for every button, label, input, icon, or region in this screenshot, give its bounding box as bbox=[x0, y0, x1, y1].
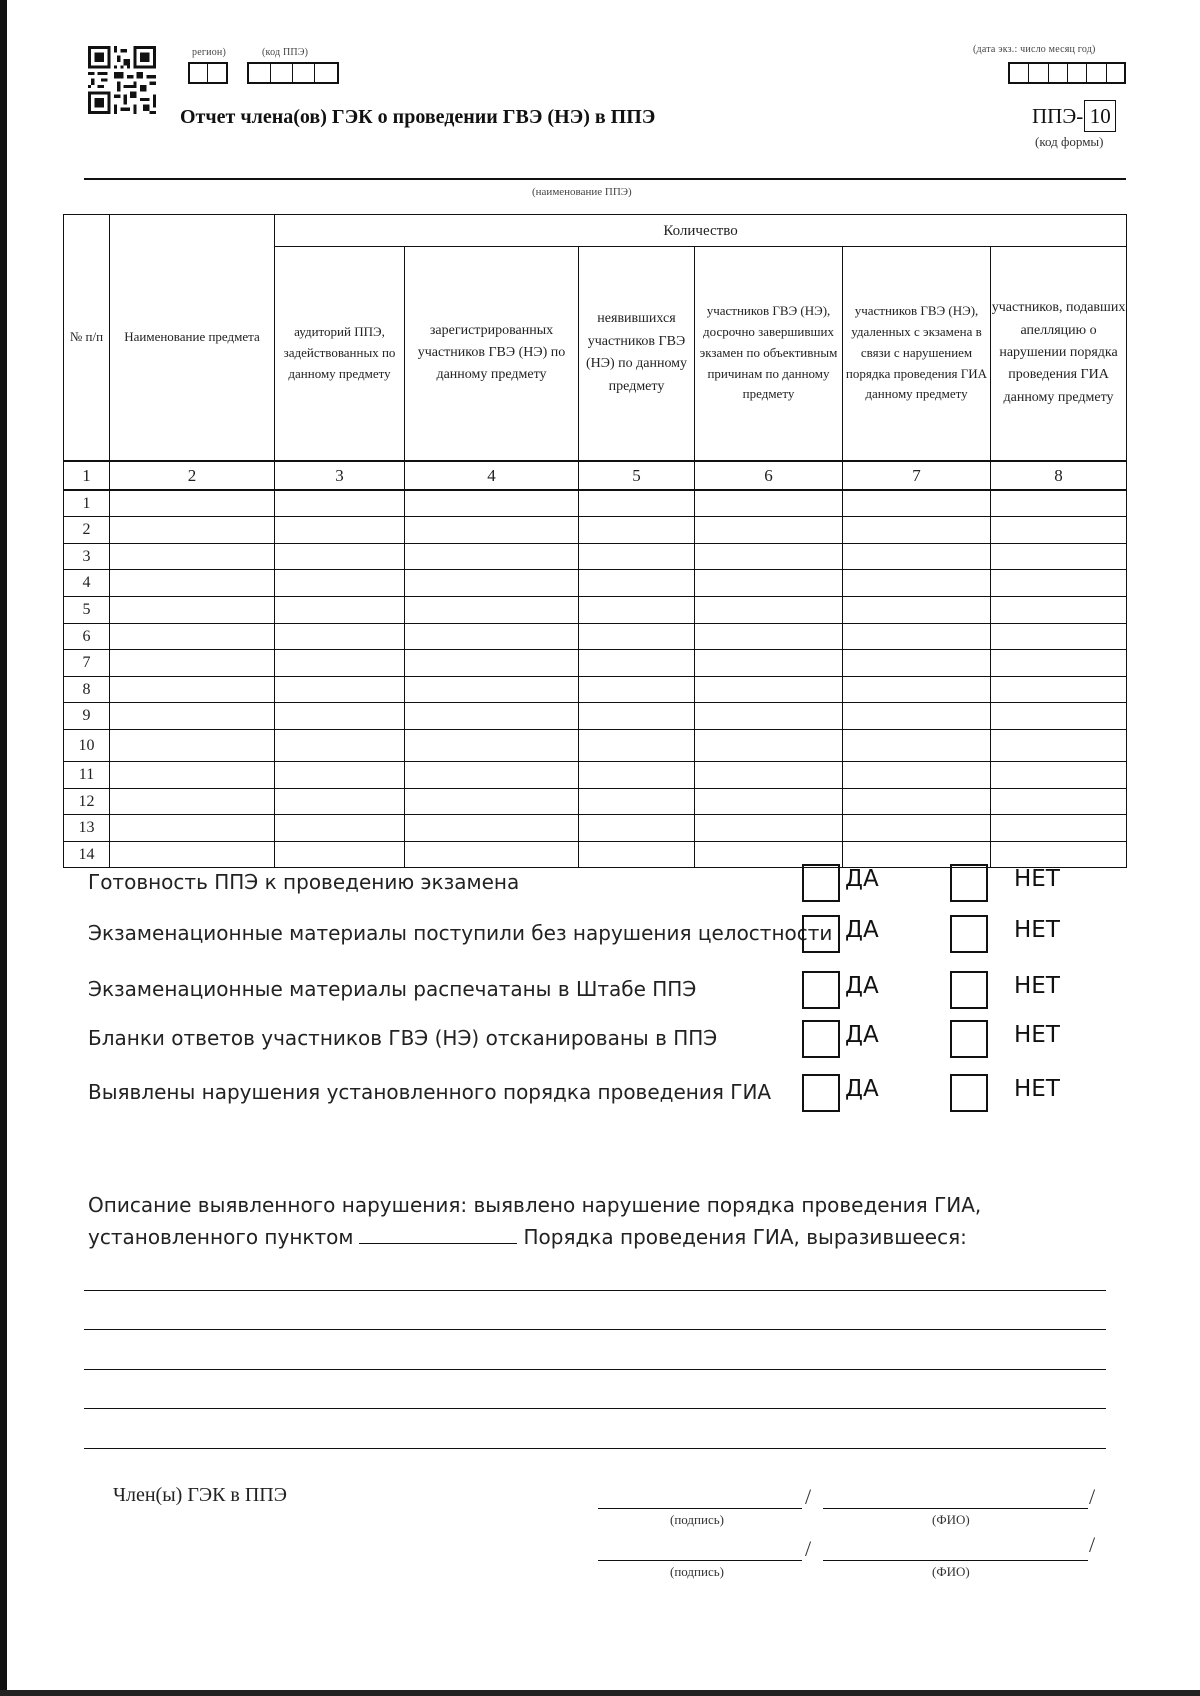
col-header-6: участников ГВЭ (НЭ), досрочно завершивших экзамен по объективным причинам по данному предмету bbox=[695, 247, 843, 461]
table-cell-input[interactable] bbox=[110, 762, 275, 789]
name-line-2[interactable] bbox=[823, 1560, 1088, 1561]
table-cell-input[interactable] bbox=[695, 815, 843, 842]
table-cell-input[interactable] bbox=[579, 703, 695, 730]
table-cell-input[interactable] bbox=[991, 543, 1127, 570]
gek-member-label: Член(ы) ГЭК в ППЭ bbox=[113, 1484, 287, 1506]
column-number-row bbox=[64, 461, 1127, 490]
yes-label: ДА bbox=[845, 917, 879, 943]
row-number: 5 bbox=[64, 597, 110, 624]
table-row bbox=[64, 703, 1127, 730]
table-cell-input[interactable] bbox=[405, 650, 579, 677]
yes-checkbox-5[interactable] bbox=[802, 1074, 840, 1112]
table-cell-input[interactable] bbox=[991, 762, 1127, 789]
table-cell-input[interactable] bbox=[110, 841, 275, 868]
page-bottom-border bbox=[0, 1690, 1200, 1696]
table-cell-input[interactable] bbox=[405, 841, 579, 868]
table-row bbox=[64, 650, 1127, 677]
table-cell-input[interactable] bbox=[843, 623, 991, 650]
row-number: 9 bbox=[64, 703, 110, 730]
col-header-7: участников ГВЭ (НЭ), удаленных с экзамена в связи с нарушением порядка проведения ГИА данному предмету bbox=[843, 247, 991, 461]
form-code-prefix: ППЭ- bbox=[1032, 103, 1084, 128]
table-cell-input[interactable] bbox=[579, 570, 695, 597]
form-code-number: 10 bbox=[1084, 100, 1116, 132]
table-cell-input[interactable] bbox=[991, 788, 1127, 815]
violation-line[interactable] bbox=[84, 1448, 1106, 1449]
table-row bbox=[64, 676, 1127, 703]
table-cell-input[interactable] bbox=[275, 517, 405, 544]
table-cell-input[interactable] bbox=[991, 730, 1127, 762]
table-cell-input[interactable] bbox=[695, 762, 843, 789]
table-cell-input[interactable] bbox=[579, 623, 695, 650]
yes-label: ДА bbox=[845, 1022, 879, 1048]
column-number: 5 bbox=[579, 461, 695, 490]
table-cell-input[interactable] bbox=[991, 517, 1127, 544]
table-cell-input[interactable] bbox=[991, 676, 1127, 703]
table-cell-input[interactable] bbox=[991, 597, 1127, 624]
no-checkbox-2[interactable] bbox=[950, 915, 988, 953]
row-number: 11 bbox=[64, 762, 110, 789]
name-caption-1: (ФИО) bbox=[932, 1512, 970, 1527]
ppe-name-caption: (наименование ППЭ) bbox=[532, 186, 632, 198]
table-cell-input[interactable] bbox=[405, 623, 579, 650]
table-cell-input[interactable] bbox=[695, 597, 843, 624]
exam-date-field[interactable] bbox=[1008, 62, 1126, 84]
table-cell-input[interactable] bbox=[843, 490, 991, 517]
table-cell-input[interactable] bbox=[275, 597, 405, 624]
table-row bbox=[64, 517, 1127, 544]
table-cell-input[interactable] bbox=[843, 788, 991, 815]
table-cell-input[interactable] bbox=[843, 703, 991, 730]
table-cell-input[interactable] bbox=[110, 650, 275, 677]
table-row bbox=[64, 788, 1127, 815]
table-cell-input[interactable] bbox=[110, 676, 275, 703]
table-cell-input[interactable] bbox=[991, 815, 1127, 842]
table-cell-input[interactable] bbox=[110, 623, 275, 650]
table-cell-input[interactable] bbox=[991, 570, 1127, 597]
table-cell-input[interactable] bbox=[695, 543, 843, 570]
yes-checkbox-2[interactable] bbox=[802, 915, 840, 953]
page-left-border bbox=[0, 0, 7, 1696]
separator-slash: / bbox=[805, 1484, 812, 1509]
row-number: 8 bbox=[64, 676, 110, 703]
table-row bbox=[64, 490, 1127, 517]
table-cell-input[interactable] bbox=[991, 841, 1127, 868]
row-number: 12 bbox=[64, 788, 110, 815]
table-cell-input[interactable] bbox=[275, 570, 405, 597]
check-question-2: Экзаменационные материалы поступили без нарушения целостности bbox=[88, 921, 833, 945]
table-cell-input[interactable] bbox=[579, 490, 695, 517]
table-cell-input[interactable] bbox=[405, 570, 579, 597]
table-cell-input[interactable] bbox=[405, 676, 579, 703]
table-cell-input[interactable] bbox=[991, 703, 1127, 730]
yes-checkbox-1[interactable] bbox=[802, 864, 840, 902]
column-number: 7 bbox=[843, 461, 991, 490]
table-cell-input[interactable] bbox=[275, 650, 405, 677]
table-cell-input[interactable] bbox=[110, 597, 275, 624]
col-header-4: зарегистрированных участников ГВЭ (НЭ) по данному предмету bbox=[405, 247, 579, 461]
check-question-1: Готовность ППЭ к проведению экзамена bbox=[88, 870, 520, 894]
row-number: 6 bbox=[64, 623, 110, 650]
table-cell-input[interactable] bbox=[275, 703, 405, 730]
row-number: 14 bbox=[64, 841, 110, 868]
table-cell-input[interactable] bbox=[405, 703, 579, 730]
table-cell-input[interactable] bbox=[843, 762, 991, 789]
rule-clause-field[interactable] bbox=[359, 1225, 517, 1244]
no-checkbox-1[interactable] bbox=[950, 864, 988, 902]
exam-summary-table bbox=[63, 214, 1127, 868]
table-row bbox=[64, 570, 1127, 597]
table-cell-input[interactable] bbox=[991, 623, 1127, 650]
table-cell-input[interactable] bbox=[579, 841, 695, 868]
signature-line-2[interactable] bbox=[598, 1560, 802, 1561]
separator-slash: / bbox=[1089, 1484, 1096, 1509]
violation-line[interactable] bbox=[84, 1290, 1106, 1291]
table-cell-input[interactable] bbox=[110, 703, 275, 730]
yes-label: ДА bbox=[845, 866, 879, 892]
separator-slash: / bbox=[805, 1536, 812, 1561]
table-cell-input[interactable] bbox=[110, 570, 275, 597]
table-cell-input[interactable] bbox=[579, 762, 695, 789]
yes-label: ДА bbox=[845, 1076, 879, 1102]
table-cell-input[interactable] bbox=[843, 543, 991, 570]
check-question-3: Экзаменационные материалы распечатаны в Штабе ППЭ bbox=[88, 977, 697, 1001]
row-number: 13 bbox=[64, 815, 110, 842]
col-header-8: участников, подавших апелляцию о нарушении порядка проведения ГИА данному предмету bbox=[991, 247, 1127, 461]
table-cell-input[interactable] bbox=[275, 788, 405, 815]
table-cell-input[interactable] bbox=[110, 730, 275, 762]
table-cell-input[interactable] bbox=[275, 762, 405, 789]
region-caption: регион) bbox=[192, 47, 226, 58]
column-number: 4 bbox=[405, 461, 579, 490]
row-number: 2 bbox=[64, 517, 110, 544]
table-cell-input[interactable] bbox=[405, 762, 579, 789]
col-header-1: № п/п bbox=[64, 215, 110, 461]
column-number: 2 bbox=[110, 461, 275, 490]
table-cell-input[interactable] bbox=[695, 703, 843, 730]
quantity-group-header: Количество bbox=[275, 215, 1127, 247]
violation-line[interactable] bbox=[84, 1408, 1106, 1409]
table-cell-input[interactable] bbox=[695, 788, 843, 815]
page-title: Отчет члена(ов) ГЭК о проведении ГВЭ (НЭ) в ППЭ bbox=[180, 106, 656, 128]
table-cell-input[interactable] bbox=[579, 676, 695, 703]
column-number: 8 bbox=[991, 461, 1127, 490]
table-cell-input[interactable] bbox=[275, 623, 405, 650]
row-number: 10 bbox=[64, 730, 110, 762]
table-row bbox=[64, 623, 1127, 650]
table-cell-input[interactable] bbox=[695, 623, 843, 650]
table-cell-input[interactable] bbox=[991, 650, 1127, 677]
table-cell-input[interactable] bbox=[843, 597, 991, 624]
column-number: 6 bbox=[695, 461, 843, 490]
table-cell-input[interactable] bbox=[275, 676, 405, 703]
yes-checkbox-3[interactable] bbox=[802, 971, 840, 1009]
no-label: НЕТ bbox=[1014, 973, 1060, 999]
table-cell-input[interactable] bbox=[405, 597, 579, 624]
name-caption-2: (ФИО) bbox=[932, 1564, 970, 1579]
table-cell-input[interactable] bbox=[275, 490, 405, 517]
table-cell-input[interactable] bbox=[110, 490, 275, 517]
no-checkbox-3[interactable] bbox=[950, 971, 988, 1009]
violation-description-line1: Описание выявленного нарушения: выявлено нарушение порядка проведения ГИА, bbox=[88, 1193, 982, 1217]
name-line-1[interactable] bbox=[823, 1508, 1088, 1509]
region-code-field[interactable] bbox=[188, 62, 228, 84]
table-cell-input[interactable] bbox=[843, 676, 991, 703]
separator-slash: / bbox=[1089, 1532, 1096, 1557]
table-cell-input[interactable] bbox=[843, 517, 991, 544]
no-checkbox-4[interactable] bbox=[950, 1020, 988, 1058]
check-question-4: Бланки ответов участников ГВЭ (НЭ) отсканированы в ППЭ bbox=[88, 1026, 718, 1050]
no-checkbox-5[interactable] bbox=[950, 1074, 988, 1112]
ppe-name-line[interactable] bbox=[84, 178, 1126, 180]
signature-line-1[interactable] bbox=[598, 1508, 802, 1509]
ppe-code-field[interactable] bbox=[247, 62, 339, 84]
table-cell-input[interactable] bbox=[405, 517, 579, 544]
violation-line[interactable] bbox=[84, 1369, 1106, 1370]
table-row bbox=[64, 762, 1127, 789]
table-cell-input[interactable] bbox=[991, 490, 1127, 517]
col-header-5: неявившихся участников ГВЭ (НЭ) по данному предмету bbox=[579, 247, 695, 461]
table-cell-input[interactable] bbox=[843, 570, 991, 597]
table-cell-input[interactable] bbox=[843, 730, 991, 762]
form-code-caption: (код формы) bbox=[1035, 134, 1104, 149]
table-cell-input[interactable] bbox=[405, 543, 579, 570]
row-number: 3 bbox=[64, 543, 110, 570]
check-question-5: Выявлены нарушения установленного порядка проведения ГИА bbox=[88, 1080, 772, 1104]
table-cell-input[interactable] bbox=[275, 841, 405, 868]
table-cell-input[interactable] bbox=[405, 815, 579, 842]
form-code bbox=[1032, 100, 1116, 132]
no-label: НЕТ bbox=[1014, 866, 1060, 892]
signature-caption-1: (подпись) bbox=[670, 1512, 724, 1527]
row-number: 4 bbox=[64, 570, 110, 597]
table-cell-input[interactable] bbox=[405, 788, 579, 815]
table-cell-input[interactable] bbox=[579, 650, 695, 677]
no-label: НЕТ bbox=[1014, 1076, 1060, 1102]
table-cell-input[interactable] bbox=[695, 676, 843, 703]
table-row bbox=[64, 815, 1127, 842]
table-cell-input[interactable] bbox=[579, 788, 695, 815]
table-cell-input[interactable] bbox=[275, 543, 405, 570]
table-cell-input[interactable] bbox=[275, 730, 405, 762]
qr-code-icon bbox=[88, 46, 156, 114]
row-number: 1 bbox=[64, 490, 110, 517]
col-header-3: аудиторий ППЭ, задействованных по данному предмету bbox=[275, 247, 405, 461]
table-cell-input[interactable] bbox=[275, 815, 405, 842]
signature-caption-2: (подпись) bbox=[670, 1564, 724, 1579]
exam-date-caption: (дата экз.: число месяц год) bbox=[973, 44, 1096, 55]
violation-text-after: Порядка проведения ГИА, выразившееся: bbox=[523, 1225, 967, 1249]
table-cell-input[interactable] bbox=[110, 815, 275, 842]
table-cell-input[interactable] bbox=[579, 597, 695, 624]
table-cell-input[interactable] bbox=[579, 543, 695, 570]
table-cell-input[interactable] bbox=[405, 490, 579, 517]
table-cell-input[interactable] bbox=[579, 730, 695, 762]
table-cell-input[interactable] bbox=[695, 490, 843, 517]
row-number: 7 bbox=[64, 650, 110, 677]
ppe-code-caption: (код ППЭ) bbox=[262, 47, 309, 58]
table-cell-input[interactable] bbox=[695, 517, 843, 544]
yes-checkbox-4[interactable] bbox=[802, 1020, 840, 1058]
violation-line[interactable] bbox=[84, 1329, 1106, 1330]
table-cell-input[interactable] bbox=[695, 730, 843, 762]
no-label: НЕТ bbox=[1014, 917, 1060, 943]
table-cell-input[interactable] bbox=[110, 517, 275, 544]
table-cell-input[interactable] bbox=[695, 650, 843, 677]
table-cell-input[interactable] bbox=[579, 517, 695, 544]
table-cell-input[interactable] bbox=[405, 730, 579, 762]
yes-label: ДА bbox=[845, 973, 879, 999]
table-cell-input[interactable] bbox=[579, 815, 695, 842]
no-label: НЕТ bbox=[1014, 1022, 1060, 1048]
table-row bbox=[64, 597, 1127, 624]
violation-description-line2 bbox=[88, 1225, 967, 1249]
column-number: 3 bbox=[275, 461, 405, 490]
table-cell-input[interactable] bbox=[843, 815, 991, 842]
column-number: 1 bbox=[64, 461, 110, 490]
table-cell-input[interactable] bbox=[695, 570, 843, 597]
table-cell-input[interactable] bbox=[843, 650, 991, 677]
table-row bbox=[64, 543, 1127, 570]
violation-text-before: установленного пунктом bbox=[88, 1225, 354, 1249]
table-cell-input[interactable] bbox=[110, 788, 275, 815]
table-row bbox=[64, 730, 1127, 762]
col-header-2: Наименование предмета bbox=[110, 215, 275, 461]
table-cell-input[interactable] bbox=[110, 543, 275, 570]
